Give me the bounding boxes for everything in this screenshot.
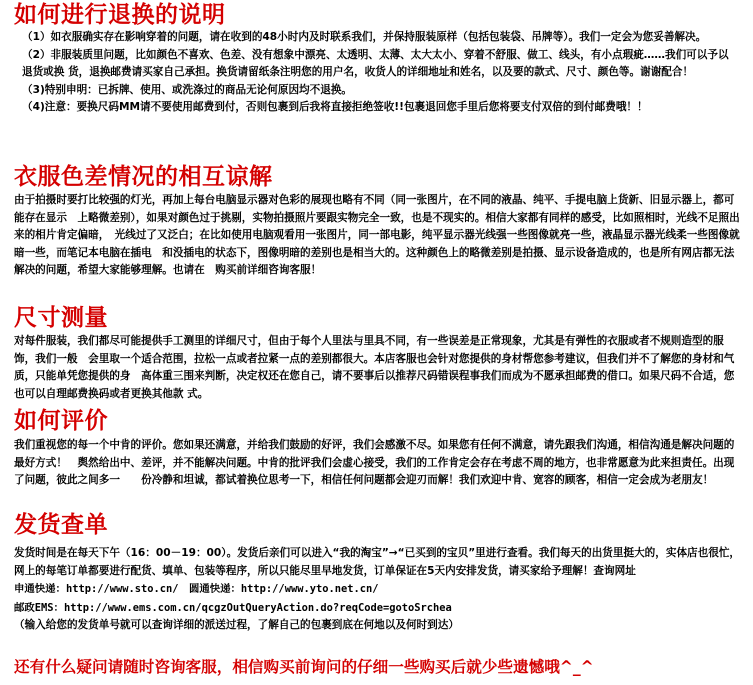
section-body-shipping: [14, 545, 741, 635]
reviews-text: 我们重视您的每一个中肯的评价。您如果还满意，并给我们鼓励的好评，我们会感激不尽。如果您有任何不满意，请先跟我们沟通，相信沟通是解决问题的最好方式！ 舆然给出中、差评，并不能解决问题。中肯的批评我们会虚心接受，我们的工作肯定会存在考虑不周的地方，也非常愿意为此来担责任。出现了问题，彼此之间多一 份冷静和坦诚，都试着换位思考一下，相信任何问题都会迎刃而解！我们欢迎中肯、宽容的顾客，相信一定会成为老朋友！: [14, 439, 735, 486]
returns-item-4: （4)注意：要换尺码MM请不要使用邮费到付，否则包裹到后我将直接拒绝签收!!包裹退回您手里后您将要支付双倍的到付邮费哦！！: [22, 101, 648, 113]
tracking-note: （输入给您的发货单号就可以查询详细的派送过程，了解自己的包裹到底在何地以及何时到达）: [14, 619, 459, 631]
returns-item-2: （2）非服装质里问题，比如颜色不喜欢、色差、没有想象中漂亮、太透明、太薄、太大太小、穿着不舒服、做工、线头，有小点瑕疵……我们可以予以退货或换 货，退换邮费请买家自己承担。换货请留纸条注明您的用户名，收货人的详细地址和姓名，以及要的款式、尺寸、颜色等。谢谢配合！: [22, 48, 729, 78]
courier-link-sto-yto[interactable]: 申通快递：http://www.sto.cn/ 圆通快递：http://www.yto.net.cn/: [14, 583, 379, 595]
section-title-color-difference: 衣服色差情况的相互谅解: [14, 163, 273, 190]
section-title-returns: 如何进行退换的说明: [14, 1, 226, 28]
section-title-reviews: 如何评价: [14, 407, 108, 434]
closing-message: 还有什么疑问请随时咨询客服，相信购买前询问的仔细一些购买后就少些遗憾哦^_^: [14, 658, 594, 676]
section-title-size-measurement: 尺寸测量: [14, 304, 108, 331]
section-title-shipping: 发货查单: [14, 511, 108, 538]
section-body-color-difference: [14, 192, 741, 280]
section-body-size-measurement: [14, 333, 741, 403]
courier-link-ems[interactable]: 邮政EMS：http://www.ems.com.cn/qcgzOutQueryAction.do?reqCode=gotoSrchea: [14, 601, 452, 614]
color-difference-text: 由于拍摄时要打比较强的灯光，再加上每台电脑显示器对色彩的展现也略有不同（同一张图片，在不同的液晶、纯平、手提电脑上货新、旧显示器上，都可能存在显示 上略微差别），如果对颜色过于挑剔，实物拍摄照片要跟实物完全一致，也是不现实的。相信大家都有同样的感受，比如照相时，光线不足照出来的相片肯定偏暗， 光线过了又泛白；在比如使用电脑观看用一张图片，同一部电影，纯平显示器光线强一些图像就亮一些，液晶显示器光线柔一些图像就暗一些，而笔记本电脑在插电 和没插电的状态下，图像明暗的差别也是相当大的。这种颜色上的略微差别是拍摄、显示设备造成的，也是所有网店都无法解决的问题，希望大家能够理解。也请在 购买前详细咨询客服！: [14, 194, 740, 276]
size-measurement-text: 对每件服装，我们都尽可能提供手工测里的详细尺寸，但由于每个人里法与里具不同，有一些误差是正常现象，尤其是有弹性的衣服或者不规则造型的服饰，我们一般 会里取一个适合范围，拉松一点或者拉紧一点的差别都很大。本店客服也会针对您提供的身材帮您参考建议，但我们并不了解您的身材和气质，只能单凭您提供的身 高体重三围来判断，决定权还在您自己，请不要事后以推荐尺码错误程事我们而成为不愿承担邮费的借口。如果尺码不合适，您也可以自理邮费换码或者更换其他款 式。: [14, 335, 735, 400]
section-body-returns: [14, 29, 738, 117]
section-body-reviews: [14, 437, 741, 490]
returns-item-1: （1）如衣服确实存在影响穿着的问题，请在收到的48小时内及时联系我们，并保持服装原样（包括包装袋、吊牌等）。我们一定会为您妥善解决。: [22, 31, 707, 43]
shipping-text: 发货时间是在每天下午（16：00－19：00）。发货后亲们可以进入“我的淘宝”→“已买到的宝贝”里进行查看。我们每天的出货里挺大的，实体店也很忙，网上的每笔订单都要进行配货、填单、包装等程序，所以只能尽里早地发货，订单保证在5天内安排发货，请买家给予理解！查询网址: [14, 547, 741, 577]
returns-item-3: （3)特别申明：已拆牌、使用、或洗涤过的商品无论何原因均不退换。: [22, 83, 353, 96]
